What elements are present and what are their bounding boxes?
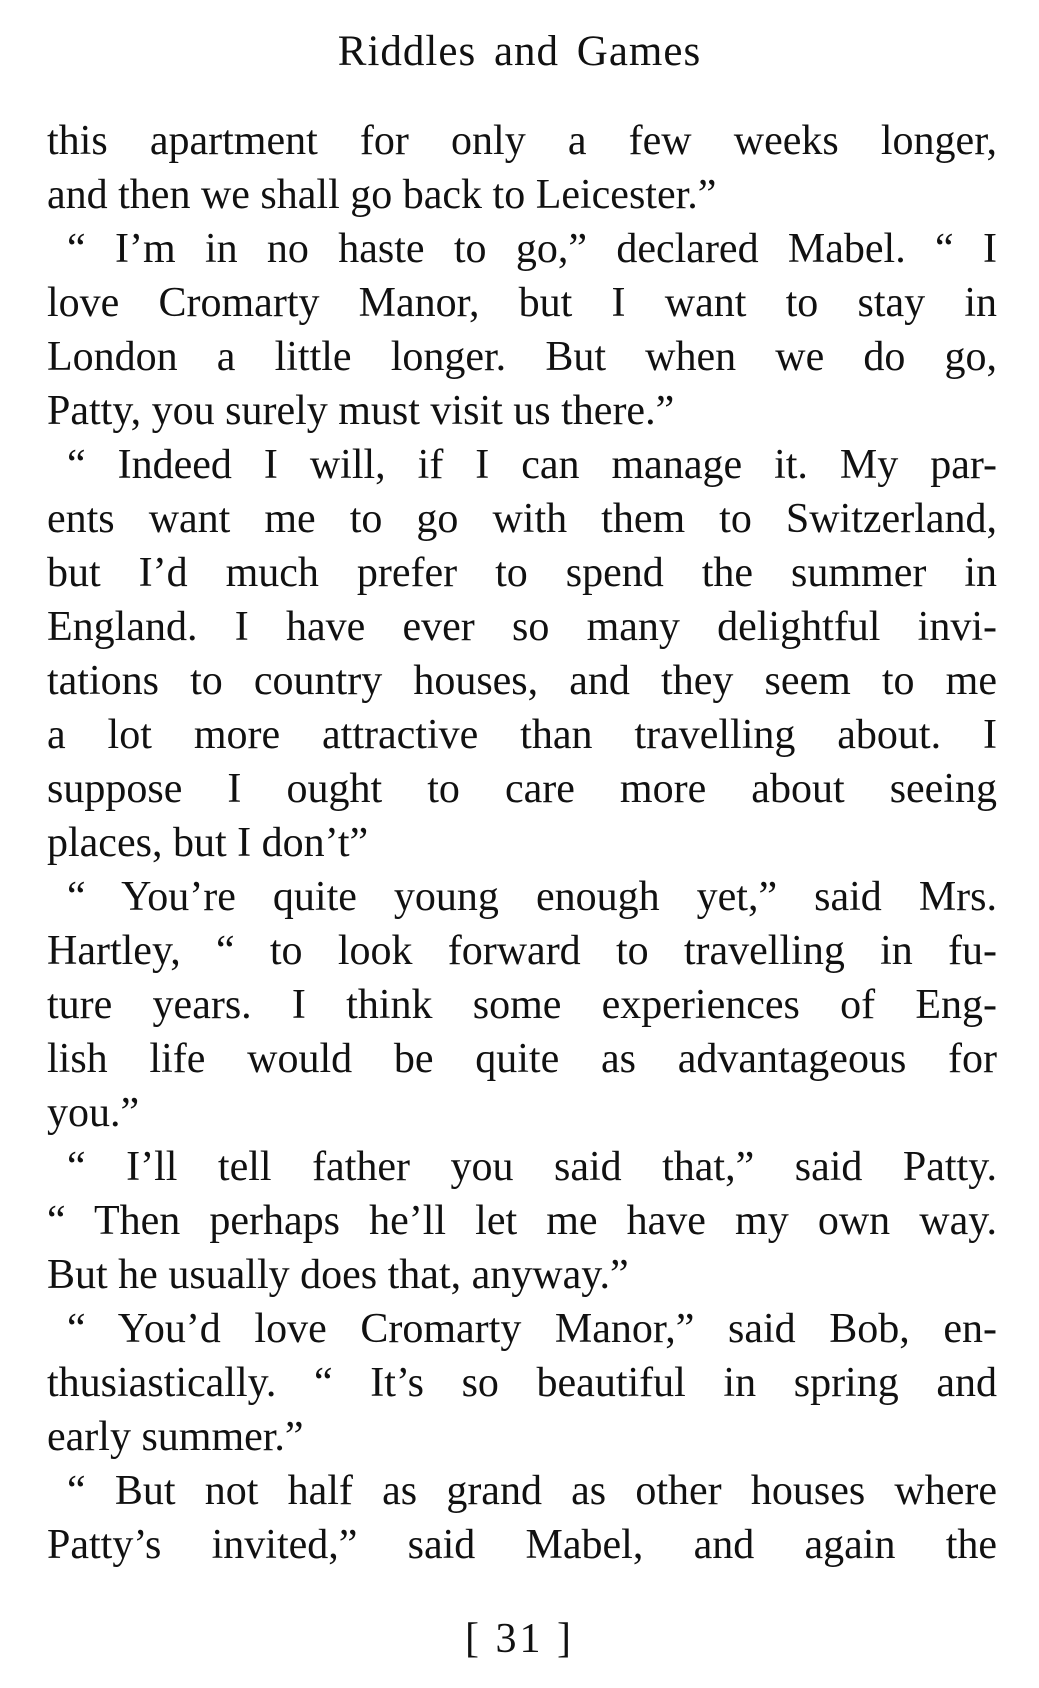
text-line: a lot more attractive than travelling about. I xyxy=(47,712,997,758)
text-line: places, but I don’t” xyxy=(47,820,369,866)
text-line: thusiastically. “ It’s so beautiful in spring and xyxy=(47,1360,997,1406)
text-line: England. I have ever so many delightful invi- xyxy=(47,604,997,650)
text-line: “ But not half as grand as other houses where xyxy=(67,1468,997,1514)
running-head: Riddles and Games xyxy=(337,28,702,75)
text-line: Hartley, “ to look forward to travelling in fu- xyxy=(47,928,997,974)
text-line: suppose I ought to care more about seeing xyxy=(47,766,997,812)
text-line: tations to country houses, and they seem to me xyxy=(47,658,997,704)
text-line: “ I’ll tell father you said that,” said Patty. xyxy=(67,1144,997,1190)
text-line: ture years. I think some experiences of Eng- xyxy=(47,982,997,1028)
text-line: London a little longer. But when we do go, xyxy=(47,334,997,380)
text-line: lish life would be quite as advantageous for xyxy=(47,1036,997,1082)
text-line: “ You’d love Cromarty Manor,” said Bob, en- xyxy=(67,1306,997,1352)
text-line: ents want me to go with them to Switzerland, xyxy=(47,496,997,542)
text-line: love Cromarty Manor, but I want to stay in xyxy=(47,280,997,326)
text-line: early summer.” xyxy=(47,1414,304,1460)
page-number: [ 31 ] xyxy=(465,1616,574,1662)
text-line: “ I’m in no haste to go,” declared Mabel. “ I xyxy=(67,226,997,272)
text-line: but I’d much prefer to spend the summer in xyxy=(47,550,997,596)
text-line: Patty, you surely must visit us there.” xyxy=(47,388,675,434)
text-line: Patty’s invited,” said Mabel, and again the xyxy=(47,1522,997,1568)
text-line: “ Then perhaps he’ll let me have my own way. xyxy=(47,1198,997,1244)
text-line: “ You’re quite young enough yet,” said Mrs. xyxy=(67,874,997,920)
text-line: But he usually does that, anyway.” xyxy=(47,1252,629,1298)
text-line: and then we shall go back to Leicester.” xyxy=(47,172,717,218)
text-line: this apartment for only a few weeks longer, xyxy=(47,118,997,164)
text-line: you.” xyxy=(47,1090,140,1136)
body-text xyxy=(47,114,997,1572)
text-line: “ Indeed I will, if I can manage it. My par- xyxy=(67,442,997,488)
